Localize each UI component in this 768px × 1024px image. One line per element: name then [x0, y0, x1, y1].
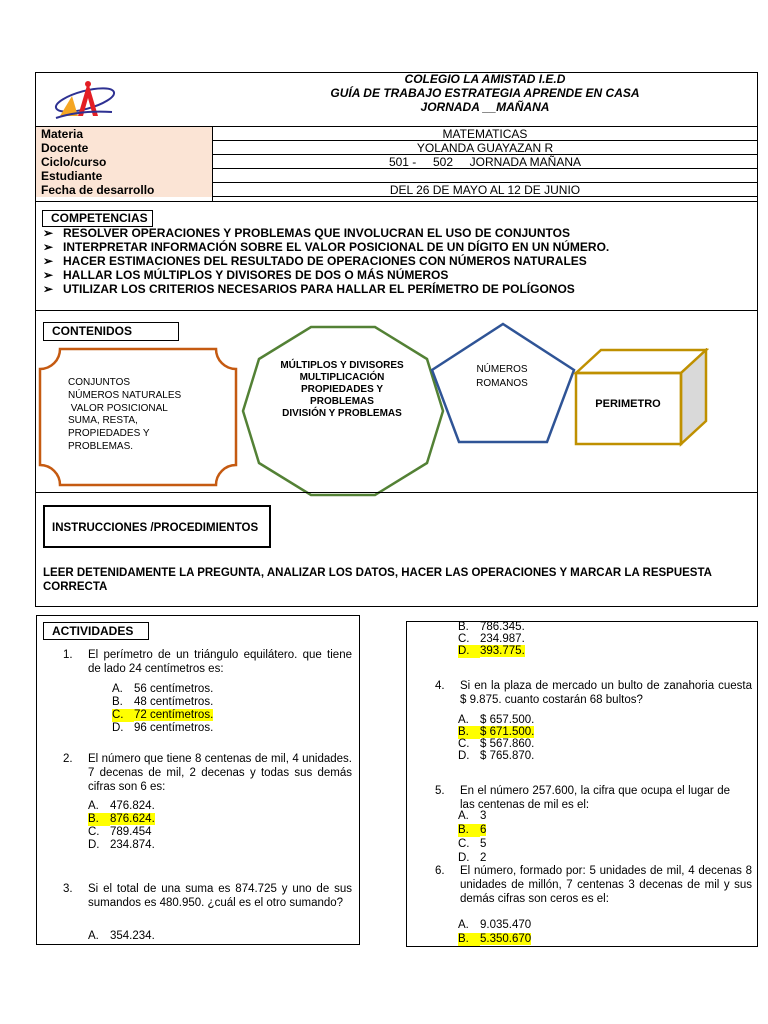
competencia-item: ➢ UTILIZAR LOS CRITERIOS NECESARIOS PARA HALLAR EL PERÍMETRO DE POLÍGONOS: [43, 282, 575, 296]
q5-option-b[interactable]: B. 6: [458, 824, 487, 836]
label-fecha: Fecha de desarrollo: [36, 183, 212, 197]
q2-option-b[interactable]: B. 876.624.: [88, 813, 155, 825]
label-ciclo: Ciclo/curso: [36, 155, 212, 169]
q3-option-d[interactable]: D. 393.775.: [458, 645, 525, 657]
value-docente: YOLANDA GUAYAZAN R: [416, 141, 554, 155]
q1-option-b[interactable]: B. 48 centímetros.: [112, 696, 214, 708]
shape3-line: NÚMEROS: [476, 364, 528, 375]
q3-option-b[interactable]: B. 786.345.: [458, 621, 525, 633]
q4-option-a[interactable]: A. $ 657.500.: [458, 714, 535, 726]
value-ciclo: 501 - 502 JORNADA MAÑANA: [388, 155, 582, 169]
shape1-line: NÚMEROS NATURALES: [68, 389, 182, 401]
shape4-label: PERIMETRO: [595, 398, 661, 410]
instrucciones-text: LEER DETENIDAMENTE LA PREGUNTA, ANALIZAR LOS DATOS, HACER LAS OPERACIONES Y MARCAR LA RESPUESTA: [43, 567, 712, 579]
shape2-line: PROBLEMAS: [310, 396, 374, 407]
shape1-line: SUMA, RESTA,: [68, 415, 138, 427]
instrucciones-text-2: CORRECTA: [43, 581, 108, 593]
competencia-item: ➢ HALLAR LOS MÚLTIPLOS Y DIVISORES DE DOS O MÁS NÚMEROS: [43, 268, 449, 282]
q1-option-d[interactable]: D. 96 centímetros.: [112, 722, 214, 734]
shape2-line: MULTIPLICACIÓN: [299, 372, 385, 383]
instrucciones-title: INSTRUCCIONES /PROCEDIMIENTOS: [52, 522, 259, 534]
shift-title: JORNADA __MAÑANA: [420, 100, 550, 114]
competencia-item: ➢ INTERPRETAR INFORMACIÓN SOBRE EL VALOR POSICIONAL DE UN DÍGITO EN UN NÚMERO.: [43, 240, 610, 254]
q3-option-c[interactable]: C. 234.987.: [458, 633, 525, 645]
shape2-line: DIVISIÓN Y PROBLEMAS: [282, 408, 402, 419]
guide-title: GUÍA DE TRABAJO ESTRATEGIA APRENDE EN CASA: [330, 86, 640, 100]
q2-option-c[interactable]: C. 789.454: [88, 826, 152, 838]
q6-option-b[interactable]: B. 5.350.670: [458, 933, 532, 945]
q2-option-d[interactable]: D. 234.874.: [88, 839, 155, 851]
q4-option-d[interactable]: D. $ 765.870.: [458, 750, 535, 762]
actividades-title: ACTIVIDADES: [43, 622, 149, 640]
shape1-line: CONJUNTOS: [68, 377, 131, 388]
competencia-item: ➢ HACER ESTIMACIONES DEL RESULTADO DE OPERACIONES CON NÚMEROS NATURALES: [43, 254, 587, 268]
q2-option-a[interactable]: A. 476.824.: [88, 800, 155, 812]
q1-option-c[interactable]: C. 72 centímetros.: [112, 709, 214, 721]
q5-option-a[interactable]: A. 3: [458, 810, 487, 822]
label-materia: Materia: [36, 127, 212, 141]
label-estudiante: Estudiante: [36, 169, 212, 183]
q3-option-a[interactable]: A. 354.234.: [88, 930, 155, 942]
shape1-line: VALOR POSICIONAL: [68, 402, 168, 414]
q5-option-d[interactable]: D. 2: [458, 852, 487, 864]
q5-option-c[interactable]: C. 5: [458, 838, 487, 850]
shape3-line: ROMANOS: [476, 378, 528, 389]
shape1-line: PROPIEDADES Y: [68, 428, 150, 440]
shape2-line: PROPIEDADES Y: [300, 384, 384, 395]
school-logo: [50, 76, 120, 120]
q1-option-a[interactable]: A. 56 centímetros.: [112, 683, 214, 695]
value-materia: MATEMATICAS: [442, 127, 528, 141]
value-estudiante[interactable]: [213, 169, 757, 183]
competencias-title: COMPETENCIAS: [42, 210, 153, 227]
q6-option-a[interactable]: A. 9.035.470: [458, 919, 532, 931]
contenidos-title: CONTENIDOS: [43, 322, 179, 341]
q4-option-b[interactable]: B. $ 671.500.: [458, 726, 535, 738]
competencia-item: ➢ RESOLVER OPERACIONES Y PROBLEMAS QUE INVOLUCRAN EL USO DE CONJUNTOS: [43, 226, 570, 240]
shape2-line: MÚLTIPLOS Y DIVISORES: [280, 360, 404, 371]
label-docente: Docente: [36, 141, 212, 155]
q4-option-c[interactable]: C. $ 567.860.: [458, 738, 535, 750]
value-fecha: DEL 26 DE MAYO AL 12 DE JUNIO: [389, 183, 581, 197]
school-name: COLEGIO LA AMISTAD I.E.D: [404, 72, 566, 86]
shape1-line: PROBLEMAS.: [68, 440, 134, 452]
